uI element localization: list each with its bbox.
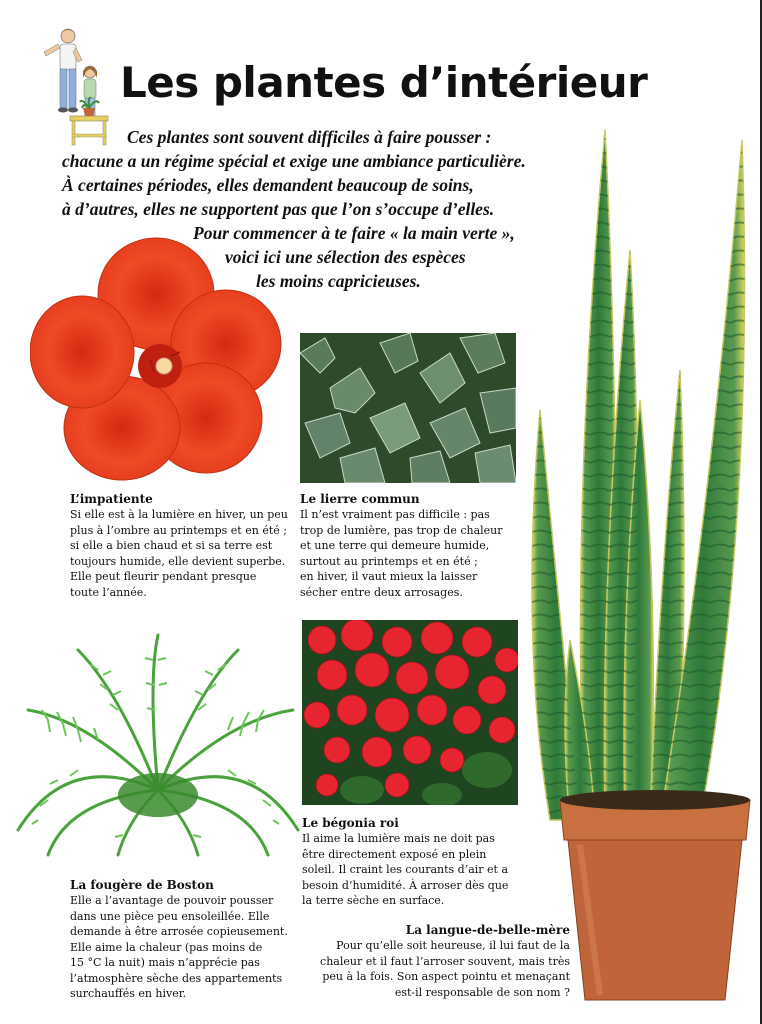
intro-line: voici ici une sélection des espèces: [225, 247, 466, 267]
langue-text: Pour qu’elle soit heureuse, il lui faut de la chaleur et il faut l’arroser souvent, mais très peu à la fois. Son aspect pointu et menaçant est-il responsable de son nom ?: [320, 939, 570, 999]
impatiente-title: L’impatiente: [70, 492, 153, 506]
impatiens-photo: [30, 232, 282, 484]
impatiente-text: Si elle est à la lumière en hiver, un peu plus à l’ombre au printemps et en été ; si elle a bien chaud et si sa terre est toujours humide, elle devient superbe. Elle peut fleurir pendant presque toute l’année.: [70, 508, 288, 599]
begonia-photo: [302, 620, 518, 805]
children-illustration: [36, 26, 116, 150]
lierre-description: [300, 492, 503, 600]
intro-line: Ces plantes sont souvent difficiles à faire pousser :: [127, 127, 492, 147]
ivy-photo: [300, 333, 516, 483]
lierre-title: Le lierre commun: [300, 492, 420, 506]
intro-line: à d’autres, elles ne supportent pas que l’on s’occupe d’elles.: [62, 199, 495, 219]
impatiente-description: [70, 492, 288, 600]
page-title: Les plantes d’intérieur: [120, 58, 648, 107]
intro-line: les moins capricieuses.: [256, 271, 421, 291]
begonia-text: Il aime la lumière mais ne doit pas être directement exposé en plein soleil. Il craint les courants d’air et a besoin d’humidité. À arroser dès que la terre sèche en surface.: [302, 832, 509, 907]
begonia-description: [302, 816, 508, 909]
langue-title: La langue-de-belle-mère: [405, 923, 570, 937]
fougere-description: [70, 878, 288, 1002]
snake-plant-photo: [510, 120, 760, 1010]
begonia-title: Le bégonia roi: [302, 816, 399, 830]
intro-line: chacune a un régime spécial et exige une ambiance particulière.: [62, 151, 526, 171]
intro-line: Pour commencer à te faire « la main verte »,: [193, 223, 515, 243]
fougere-title: La fougère de Boston: [70, 878, 214, 892]
intro-line: À certaines périodes, elles demandent beaucoup de soins,: [62, 175, 474, 195]
lierre-text: Il n’est vraiment pas difficile : pas trop de lumière, pas trop de chaleur et une terre qui demeure humide, surtout au printemps et en été ; en hiver, il vaut mieux la laisser sécher entre deux arrosages.: [300, 508, 503, 599]
fougere-text: Elle a l’avantage de pouvoir pousser dans une pièce peu ensoleillée. Elle demande à être arrosée copieusement. Elle aime la chaleur (pas moins de 15 °C la nuit) mais n’apprécie pas l’atmosphère sèche des appartements surchauffés en hiver.: [70, 894, 288, 1000]
boston-fern-photo: [8, 630, 302, 862]
